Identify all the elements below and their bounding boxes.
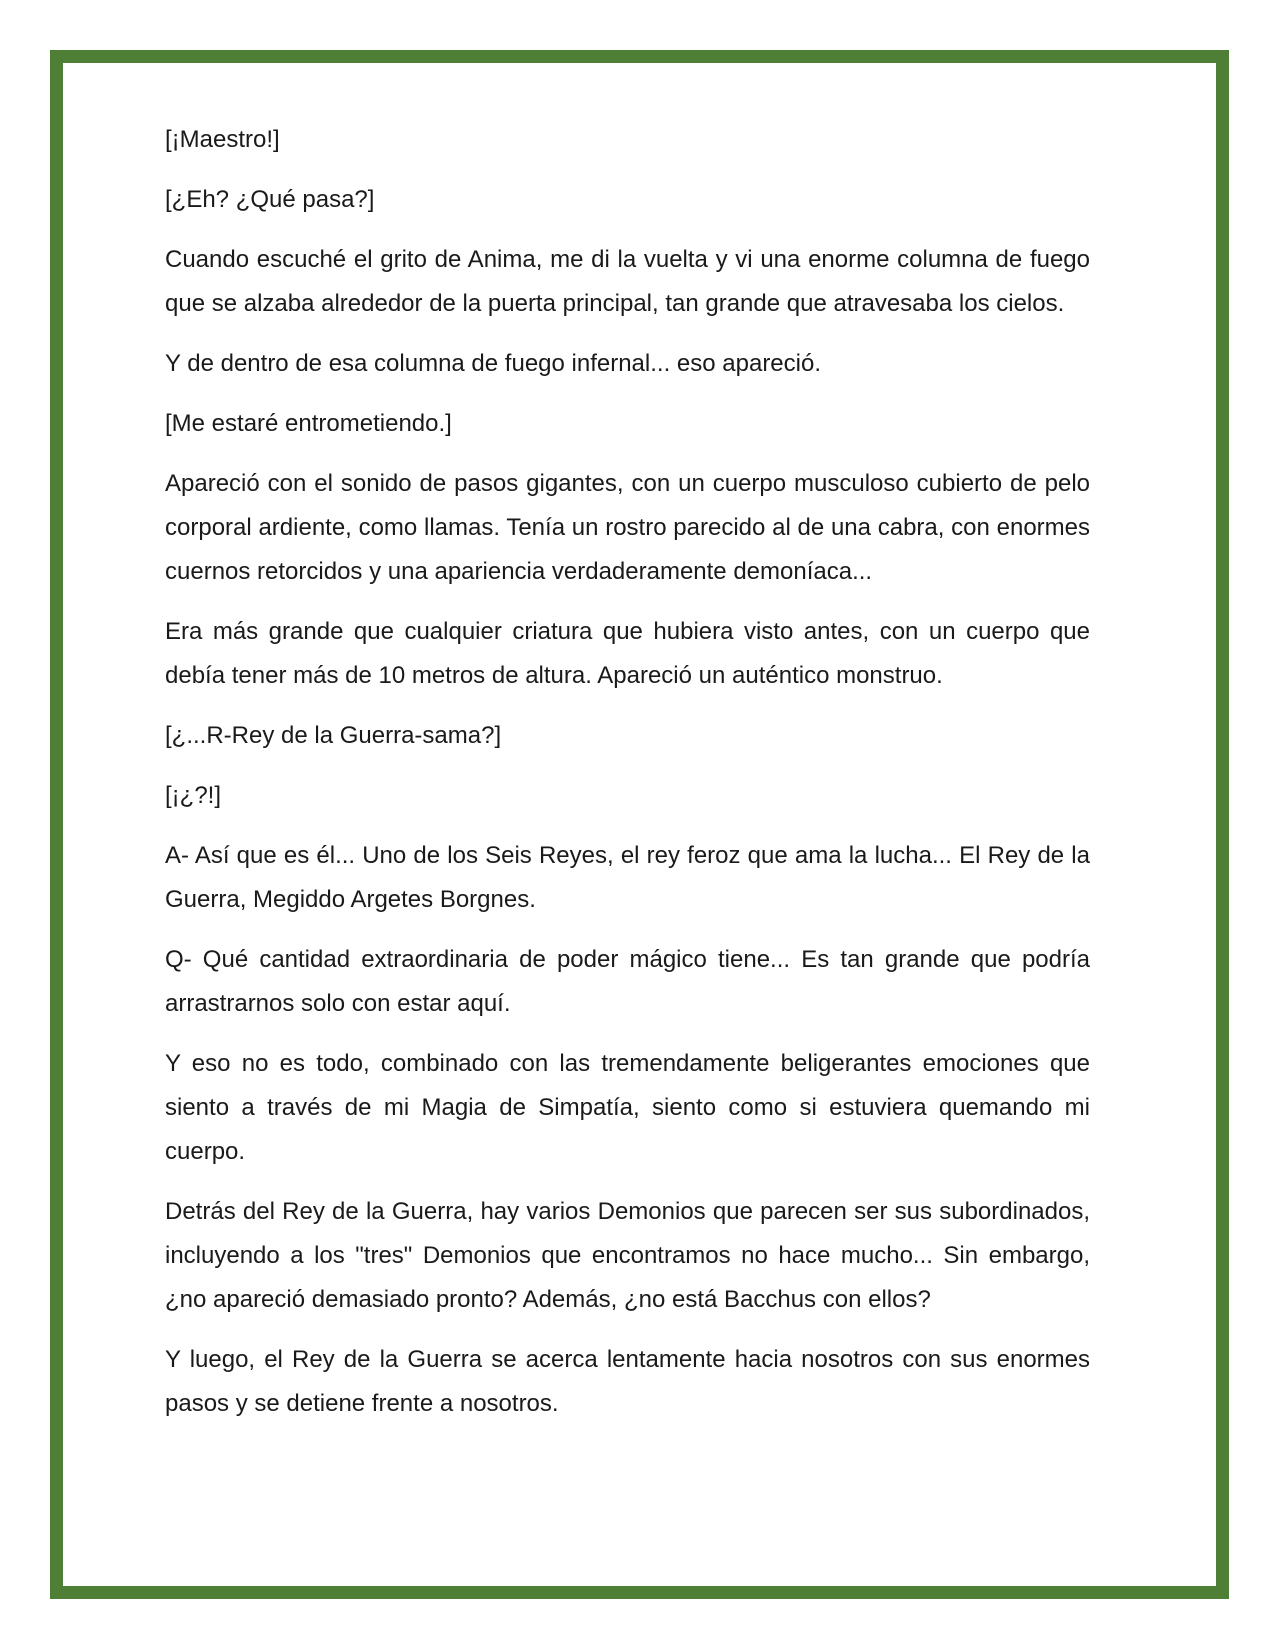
- narration-paragraph: Era más grande que cualquier criatura que hubiera visto antes, con un cuerpo que debía tener más de 10 metros de altura. Apareció un auténtico monstruo.: [165, 618, 1090, 689]
- narration-paragraph: Y eso no es todo, combinado con las tremendamente beligerantes emociones que siento a través de mi Magia de Simpatía, siento como si estuviera quemando mi cuerpo.: [165, 1050, 1090, 1165]
- narration-paragraph: Q- Qué cantidad extraordinaria de poder mágico tiene... Es tan grande que podría arrastrarnos solo con estar aquí.: [165, 946, 1090, 1017]
- document-body: [165, 118, 1090, 1442]
- dialogue-line: [Me estaré entrometiendo.]: [165, 410, 452, 437]
- dialogue-line: [¡¿?!]: [165, 782, 222, 809]
- narration-paragraph: Cuando escuché el grito de Anima, me di la vuelta y vi una enorme columna de fuego que se alzaba alrededor de la puerta principal, tan grande que atravesaba los cielos.: [165, 246, 1090, 317]
- dialogue-line: [¡Maestro!]: [165, 126, 280, 153]
- narration-paragraph: Y luego, el Rey de la Guerra se acerca lentamente hacia nosotros con sus enormes pasos y se detiene frente a nosotros.: [165, 1346, 1090, 1417]
- narration-paragraph: Detrás del Rey de la Guerra, hay varios Demonios que parecen ser sus subordinados, incluyendo a los "tres" Demonios que encontramos no hace mucho... Sin embargo, ¿no apareció demasiado pronto? Además, ¿no está Bacchus con ellos?: [165, 1198, 1090, 1313]
- narration-paragraph: Apareció con el sonido de pasos gigantes, con un cuerpo musculoso cubierto de pelo corporal ardiente, como llamas. Tenía un rostro parecido al de una cabra, con enormes cuernos retorcidos y una apariencia verdaderamente demoníaca...: [165, 470, 1090, 585]
- dialogue-line: [¿...R-Rey de la Guerra-sama?]: [165, 722, 502, 749]
- narration-paragraph: Y de dentro de esa columna de fuego infernal... eso apareció.: [165, 350, 822, 377]
- narration-paragraph: A- Así que es él... Uno de los Seis Reyes, el rey feroz que ama la lucha... El Rey de la Guerra, Megiddo Argetes Borgnes.: [165, 842, 1090, 913]
- dialogue-line: [¿Eh? ¿Qué pasa?]: [165, 186, 375, 213]
